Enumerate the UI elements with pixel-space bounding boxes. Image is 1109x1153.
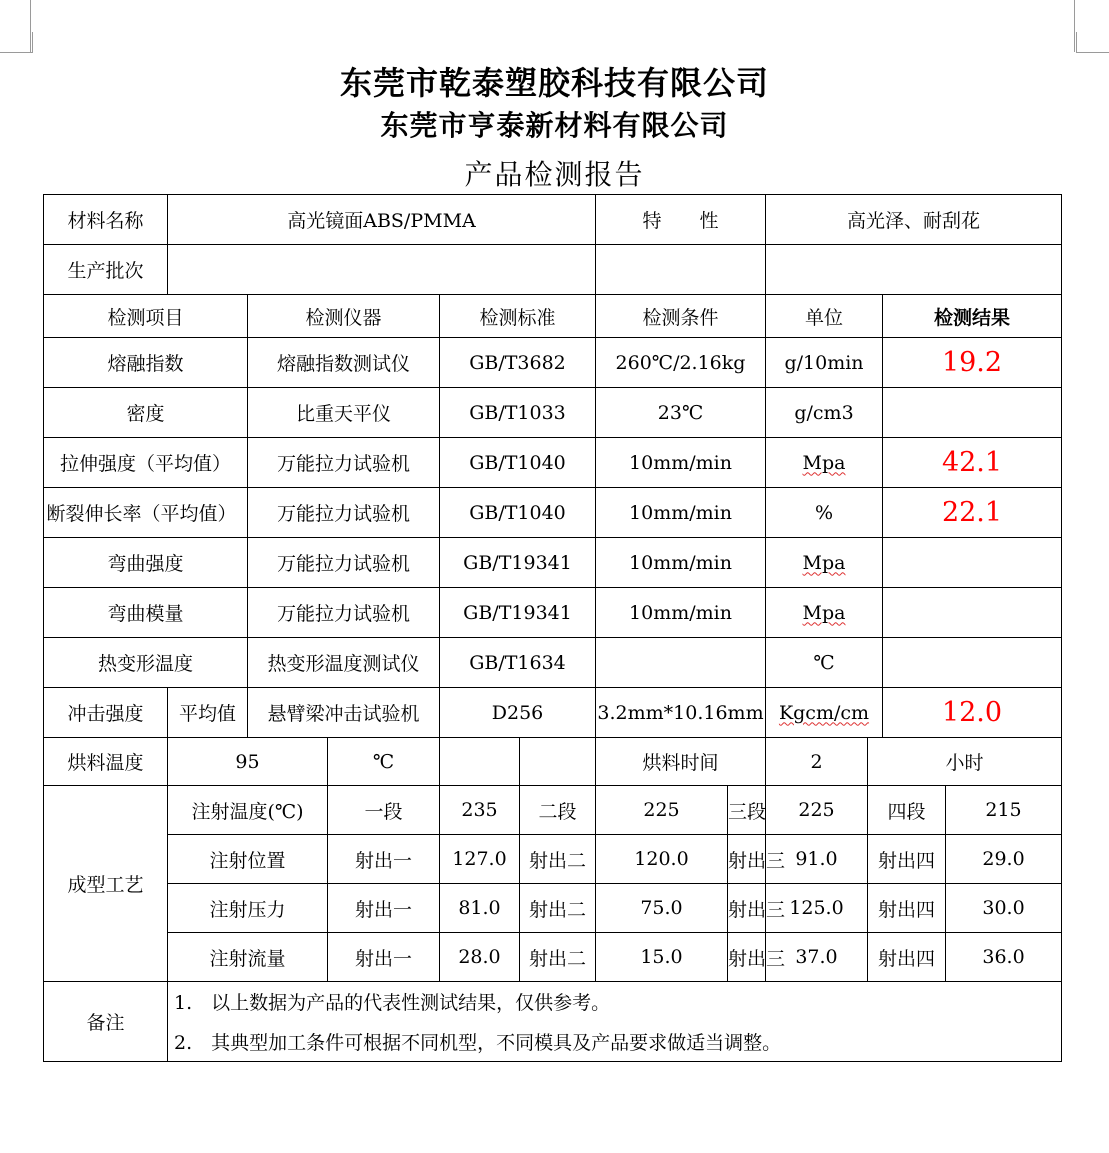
shot-value: 75.0: [596, 884, 728, 933]
shot-label: 射出一: [328, 835, 440, 884]
molding-temp-label: 注射温度(℃): [168, 786, 328, 835]
impact-sub: 平均值: [168, 688, 248, 738]
shot-value: 36.0: [946, 933, 1062, 982]
test-item: 弯曲强度: [44, 538, 248, 588]
page-corner-mark: [0, 32, 33, 53]
table-row: [44, 438, 1062, 488]
molding-label: 成型工艺: [44, 786, 168, 982]
shot-label: 射出四: [868, 884, 946, 933]
test-result: [883, 588, 1062, 638]
test-unit: Mpa: [802, 551, 846, 574]
table-row: [44, 245, 1062, 295]
column-header: 检测标准: [440, 295, 596, 338]
test-item: 密度: [44, 388, 248, 438]
test-instrument: 热变形温度测试仪: [248, 638, 440, 688]
test-unit: Mpa: [802, 601, 846, 624]
column-header: 检测项目: [44, 295, 248, 338]
test-standard: GB/T19341: [440, 538, 596, 588]
shot-label: 射出二: [520, 835, 596, 884]
table-row: [44, 786, 1062, 835]
test-instrument: 万能拉力试验机: [248, 488, 440, 538]
table-row: [44, 688, 1062, 738]
test-item: 拉伸强度（平均值）: [44, 438, 248, 488]
impact-item: 冲击强度: [44, 688, 168, 738]
test-standard: GB/T1634: [440, 638, 596, 688]
material-name-label: 材料名称: [44, 195, 168, 245]
test-instrument: 万能拉力试验机: [248, 538, 440, 588]
test-result: 22.1: [883, 488, 1062, 538]
stage-value: 215: [946, 786, 1062, 835]
test-instrument: 悬臂梁冲击试验机: [248, 688, 440, 738]
test-instrument: 比重天平仪: [248, 388, 440, 438]
shot-label: 射出二: [520, 884, 596, 933]
test-item: 熔融指数: [44, 338, 248, 388]
table-row: [44, 1022, 1062, 1062]
drying-time-value: 2: [766, 738, 868, 786]
test-unit: %: [766, 488, 883, 538]
table-row: [44, 195, 1062, 245]
stage-value: 225: [596, 786, 728, 835]
test-condition: [596, 638, 766, 688]
test-item: 断裂伸长率（平均值）: [46, 503, 237, 525]
test-result: 42.1: [883, 438, 1062, 488]
drying-time-label: 烘料时间: [596, 738, 766, 786]
shot-value: 29.0: [946, 835, 1062, 884]
inspection-report-table: [43, 194, 1062, 1062]
shot-label: 射出二: [520, 933, 596, 982]
molding-position-label: 注射位置: [168, 835, 328, 884]
batch-label: 生产批次: [44, 245, 168, 295]
test-unit: g/10min: [766, 338, 883, 388]
test-condition: 260℃/2.16kg: [596, 338, 766, 388]
feature-value: 高光泽、耐刮花: [766, 195, 1062, 245]
test-result: 12.0: [883, 688, 1062, 738]
stage-label: 三段: [728, 786, 766, 835]
empty-cell: [596, 245, 766, 295]
shot-value: 127.0: [440, 835, 520, 884]
test-result: [883, 388, 1062, 438]
table-row: [44, 538, 1062, 588]
drying-time-unit: 小时: [868, 738, 1062, 786]
shot-value: 30.0: [946, 884, 1062, 933]
test-condition: 10mm/min: [596, 488, 766, 538]
shot-label: 射出一: [328, 933, 440, 982]
stage-label: 一段: [328, 786, 440, 835]
page-corner-mark: [30, 0, 31, 52]
company-name-secondary: 东莞市亨泰新材料有限公司: [380, 109, 729, 142]
shot-label: 射出四: [868, 835, 946, 884]
table-row: [44, 488, 1062, 538]
shot-value: 120.0: [596, 835, 728, 884]
test-item: 弯曲模量: [44, 588, 248, 638]
test-standard: GB/T3682: [440, 338, 596, 388]
test-standard: GB/T1040: [440, 438, 596, 488]
report-title: 产品检测报告: [464, 158, 645, 191]
test-unit-cell: [766, 588, 883, 638]
batch-value: [168, 245, 596, 295]
test-standard: GB/T1040: [440, 488, 596, 538]
drying-temp-label: 烘料温度: [44, 738, 168, 786]
test-condition: 3.2mm*10.16mm: [596, 688, 766, 738]
table-row: [44, 738, 1062, 786]
test-result: [883, 538, 1062, 588]
test-item-cell: [44, 488, 248, 538]
test-condition: 10mm/min: [596, 538, 766, 588]
test-unit: g/cm3: [766, 388, 883, 438]
empty-cell: [520, 738, 596, 786]
column-header: 检测条件: [596, 295, 766, 338]
test-unit: ℃: [766, 638, 883, 688]
table-row: [44, 638, 1062, 688]
shot-label: 射出三: [728, 933, 766, 982]
shot-label: 射出三: [728, 884, 766, 933]
shot-label: 射出一: [328, 884, 440, 933]
column-header: 单位: [766, 295, 883, 338]
test-unit-cell: [766, 538, 883, 588]
empty-cell: [766, 245, 1062, 295]
shot-value: 91.0: [766, 835, 868, 884]
table-row: [44, 982, 1062, 1022]
drying-temp-value: 95: [168, 738, 328, 786]
test-unit-cell: [766, 688, 883, 738]
stage-value: 235: [440, 786, 520, 835]
remark-line: 1. 以上数据为产品的代表性测试结果，仅供参考。: [168, 982, 1062, 1022]
stage-label: 四段: [868, 786, 946, 835]
table-row: [44, 338, 1062, 388]
feature-label: 特 性: [596, 195, 766, 245]
shot-value: 81.0: [440, 884, 520, 933]
shot-value: 37.0: [766, 933, 868, 982]
test-result: 19.2: [883, 338, 1062, 388]
company-name-primary: 东莞市乾泰塑胶科技有限公司: [339, 64, 769, 102]
stage-label: 二段: [520, 786, 596, 835]
test-unit: Mpa: [802, 451, 846, 474]
test-instrument: 万能拉力试验机: [248, 438, 440, 488]
shot-value: 28.0: [440, 933, 520, 982]
shot-label: 射出三: [728, 835, 766, 884]
table-header-row: [44, 295, 1062, 338]
molding-flow-label: 注射流量: [168, 933, 328, 982]
remarks-label: 备注: [44, 982, 168, 1062]
test-instrument: 万能拉力试验机: [248, 588, 440, 638]
material-name-value: 高光镜面ABS/PMMA: [168, 195, 596, 245]
test-standard: D256: [440, 688, 596, 738]
test-condition: 10mm/min: [596, 438, 766, 488]
page-corner-mark: [1074, 0, 1075, 52]
drying-temp-unit: ℃: [328, 738, 440, 786]
shot-value: 125.0: [766, 884, 868, 933]
test-standard: GB/T1033: [440, 388, 596, 438]
test-instrument: 熔融指数测试仪: [248, 338, 440, 388]
table-row: [44, 388, 1062, 438]
table-row: [44, 884, 1062, 933]
test-standard: GB/T19341: [440, 588, 596, 638]
table-row: [44, 835, 1062, 884]
test-unit-cell: [766, 438, 883, 488]
test-item: 热变形温度: [44, 638, 248, 688]
shot-label: 射出四: [868, 933, 946, 982]
test-unit: Kgcm/cm: [778, 701, 870, 724]
test-result: [883, 638, 1062, 688]
test-condition: 23℃: [596, 388, 766, 438]
column-header: 检测结果: [883, 295, 1062, 338]
page-corner-mark: [1076, 32, 1109, 53]
empty-cell: [440, 738, 520, 786]
table-row: [44, 933, 1062, 982]
remark-line: 2. 其典型加工条件可根据不同机型，不同模具及产品要求做适当调整。: [168, 1022, 1062, 1062]
table-row: [44, 588, 1062, 638]
molding-pressure-label: 注射压力: [168, 884, 328, 933]
shot-value: 15.0: [596, 933, 728, 982]
test-condition: 10mm/min: [596, 588, 766, 638]
column-header: 检测仪器: [248, 295, 440, 338]
stage-value: 225: [766, 786, 868, 835]
